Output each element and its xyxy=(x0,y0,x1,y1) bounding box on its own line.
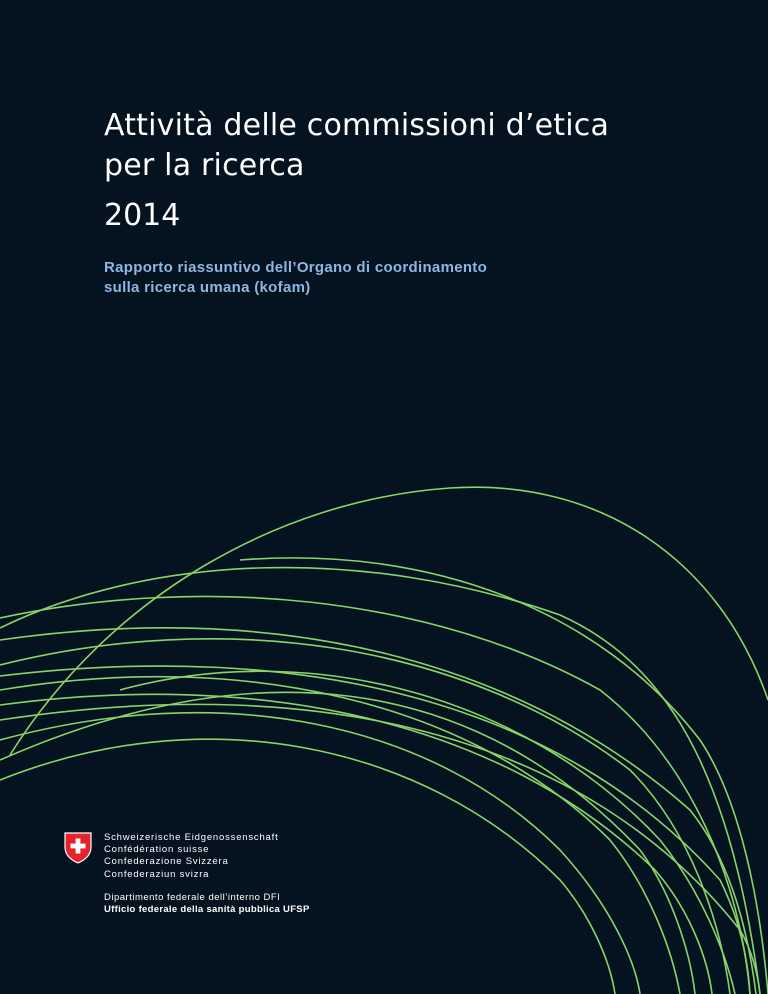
department-info xyxy=(104,892,404,916)
arc-12 xyxy=(240,558,768,994)
arc-4 xyxy=(0,639,730,994)
report-subtitle xyxy=(104,258,664,298)
report-subtitle-line-1: Rapporto riassuntivo dell’Organo di coordinamento xyxy=(104,259,488,276)
department-name: Dipartimento federale dell’interno DFI xyxy=(104,892,281,903)
swiss-cross-shield-icon xyxy=(64,832,92,864)
report-subtitle-line-2: sulla ricerca umana (kofam) xyxy=(104,279,311,296)
report-title-line-1: Attività delle commissioni d’etica xyxy=(104,108,610,143)
report-year: 2014 xyxy=(104,198,181,233)
confederation-names xyxy=(104,832,364,881)
confederation-name-rm: Confederaziun svizra xyxy=(104,868,210,880)
confederation-name-fr: Confédération suisse xyxy=(104,844,210,856)
confederation-name-de: Schweizerische Eidgenossenschaft xyxy=(104,832,279,843)
office-name: Ufficio federale della sanità pubblica UFSP xyxy=(104,904,310,916)
confederation-name-it: Confederazione Svizzera xyxy=(104,856,229,868)
report-title-line-2: per la ricerca xyxy=(104,148,305,183)
report-title xyxy=(104,106,704,186)
